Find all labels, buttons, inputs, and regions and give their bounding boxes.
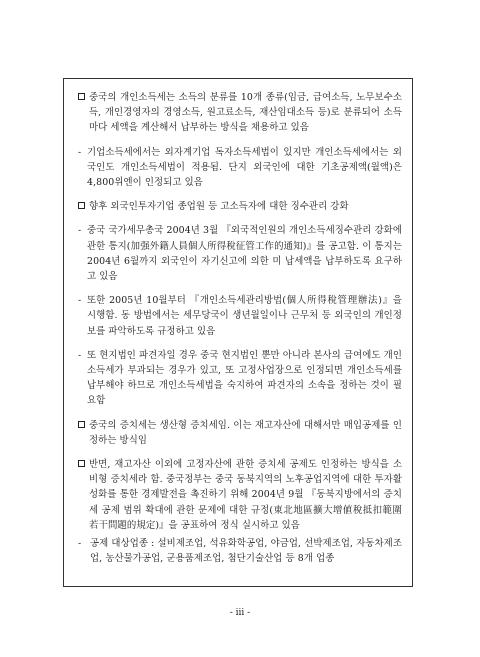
bullet-paragraph-1 [78,90,402,136]
dash-bullet: - [78,295,82,307]
bullet-paragraph-3 [78,418,402,448]
dash-paragraph-4 [78,348,402,409]
dash-bullet: - [78,349,82,361]
paragraph-text: 또한 2005년 10월부터 『개인소득세관리방법(個人所得稅管理辦法)』을 시행함. 동 방법에서는 세무당국이 생년월일이나 근무처 등 외국인의 개인정보를 파악하도록 규정하고 있음 [87,295,402,337]
square-bullet-icon [78,460,85,467]
paragraph-text: 중국의 개인소득세는 소득의 분류를 10개 종류(임금, 급여소득, 노무보수소득, 개인경영자의 경영소득, 원고료소득, 재산임대소득 등)로 분류되어 소득마다 세액을 계산해서 납부하는 방식을 채용하고 있음 [89,92,402,134]
bullet-paragraph-4 [78,457,402,533]
square-bullet-icon [78,421,85,428]
square-bullet-icon [78,93,85,100]
bullet-paragraph-2 [78,199,402,214]
sub-bullet-paragraph [78,536,402,566]
paragraph-text: 중국의 증치세는 생산형 증치세임. 이는 재고자산에 대해서만 매입공제를 인정하는 방식임 [89,419,402,446]
paragraph-text: 반면, 재고자산 이외에 고정자산에 관한 증치세 공제도 인정하는 방식을 소비형 증치세라 함. 중국정부는 중국 동북지역의 노후공업지역에 대한 투자활성화를 통한 경제발전을 촉진하기 위해 2004년 9월 『동북지방에서의 증치세 공제 범위 확대에 관한 문제에 대한 규정(東北地區擴大增値稅抵扣範圍若干問題的規定)』을 공표하여 정식 실시하고 있음 [89,459,402,531]
dash-paragraph-3 [78,293,402,339]
dash-paragraph-2 [78,223,402,284]
paragraph-text: 기업소득세에서는 외자계기업 독자소득세법이 있지만 개인소득세에서는 외국인도 개인소득세법이 적용됨. 단지 외국인에 대한 기초공제액(월액)은 4,800위엔이 인정되고 있음 [87,146,402,189]
square-bullet-icon [78,202,85,209]
paragraph-text: 또 현지법인 파견자일 경우 중국 현지법인 뿐만 아니라 본사의 급여에도 개인소득세가 부과되는 경우가 있고, 또 고정사업장으로 인정되면 개인소득세를 납부해야 하므로 개인소득세법을 숙지하여 파견자의 소속을 정하는 것이 필요함 [87,349,402,407]
content-box [63,78,413,587]
paragraph-text: 중국 국가세무총국 2004년 3월 『외국적인원의 개인소득세징수관리 강화에 관한 통지(加强外籍人員個人所得稅征管工作的通知)』를 공고함. 이 통지는 2004년 6월까지 외국인이 자기신고에 의한 미 납세액을 납부하도록 요구하고 있음 [87,225,402,283]
dash-paragraph-1 [78,145,402,191]
paragraph-text: 향후 외국인투자기업 종업원 등 고소득자에 대한 징수관리 강화 [89,201,349,213]
page-number: - iii - [229,608,251,618]
dash-bullet: - [78,146,82,158]
dash-bullet: - [78,538,82,550]
dash-bullet: - [78,225,82,237]
paragraph-text: 공제 대상업종 : 설비제조업, 석유화학공업, 야금업, 선박제조업, 자동차제조업, 농산물가공업, 군용품제조업, 첨단기술산업 등 8개 업종 [90,538,402,565]
